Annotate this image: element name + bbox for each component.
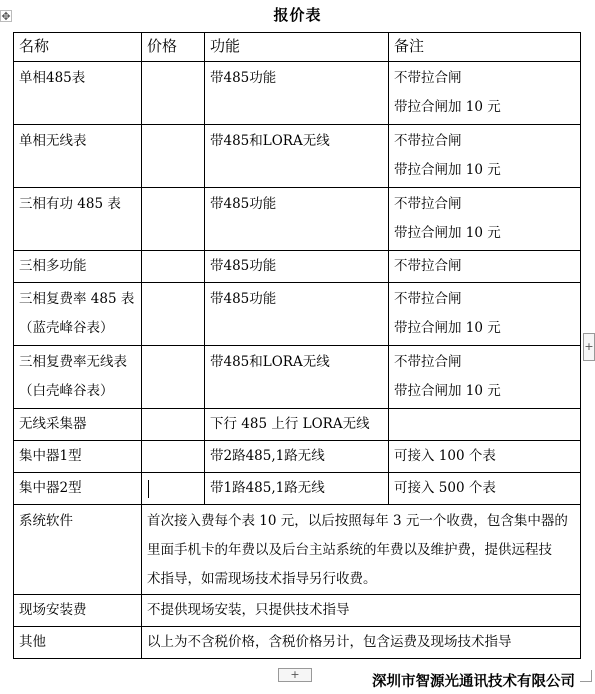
note-cell[interactable] (389, 251, 581, 283)
function-cell[interactable] (205, 62, 389, 125)
function-cell-text: 带485功能 (210, 291, 277, 307)
description-cell-text: 术指导，如需现场技术指导另行收费。 (147, 571, 377, 587)
product-name-cell[interactable]: 系统软件 (14, 505, 142, 595)
quote-table (13, 32, 581, 659)
function-cell[interactable] (205, 409, 389, 441)
function-cell-text: 带485和LORA无线 (210, 133, 330, 149)
product-name-cell[interactable] (14, 188, 142, 251)
price-cell[interactable] (142, 283, 205, 346)
table-row (14, 505, 581, 595)
note-cell-text: 带拉合闸加 10 元 (394, 225, 501, 241)
note-cell[interactable] (389, 409, 581, 441)
note-cell[interactable] (389, 283, 581, 346)
page-title: 报价表 (273, 6, 322, 24)
note-cell[interactable] (389, 441, 581, 473)
price-cell[interactable] (142, 473, 205, 505)
note-cell-text: 带拉合闸加 10 元 (394, 320, 501, 336)
header-name[interactable]: 名称 (14, 33, 142, 62)
table-row (14, 627, 581, 659)
function-cell-text: 带485功能 (210, 196, 277, 212)
product-name-cell[interactable] (14, 473, 142, 505)
note-cell-text: 带拉合闸加 10 元 (394, 162, 501, 178)
note-cell-text: 不带拉合闸 (394, 291, 462, 307)
product-name-cell[interactable] (14, 125, 142, 188)
description-cell-text: 首次接入费每个表 10 元，以后按照每年 3 元一个收费，包含集中器的 (147, 513, 568, 529)
product-name-cell[interactable] (14, 409, 142, 441)
text-cursor (148, 480, 149, 498)
function-cell[interactable] (205, 441, 389, 473)
function-cell-text: 带2路485,1路无线 (210, 448, 325, 464)
note-cell[interactable] (389, 62, 581, 125)
product-name-cell-text: 三相复费率 485 表 (19, 291, 135, 307)
product-name-cell-text: 单相无线表 (19, 133, 87, 149)
table-row (14, 283, 581, 346)
note-cell-text: 带拉合闸加 10 元 (394, 99, 501, 115)
add-column-icon[interactable]: + (583, 333, 595, 361)
add-row-icon[interactable]: + (278, 668, 312, 682)
description-cell-text: 不提供现场安装，只提供技术指导 (147, 602, 350, 618)
product-name-cell-text: （蓝壳峰谷表） (19, 320, 114, 336)
product-name-cell-text: 集中器1型 (19, 448, 82, 464)
function-cell[interactable] (205, 125, 389, 188)
table-header-row (14, 33, 581, 62)
description-cell[interactable] (142, 505, 581, 595)
header-note[interactable]: 备注 (389, 33, 581, 62)
note-cell-text: 不带拉合闸 (394, 70, 462, 86)
description-cell[interactable] (142, 595, 581, 627)
note-cell-text: 可接入 500 个表 (394, 480, 496, 496)
table-row (14, 251, 581, 283)
function-cell[interactable] (205, 473, 389, 505)
header-function[interactable]: 功能 (205, 33, 389, 62)
company-name: 深圳市智源光通讯技术有限公司 (372, 673, 575, 690)
table-row (14, 441, 581, 473)
product-name-cell-text: （白壳峰谷表） (19, 383, 114, 399)
note-cell-text: 不带拉合闸 (394, 258, 462, 274)
product-name-cell[interactable] (14, 62, 142, 125)
function-cell-text: 带485功能 (210, 70, 277, 86)
function-cell[interactable] (205, 188, 389, 251)
table-row (14, 595, 581, 627)
function-cell-text: 下行 485 上行 LORA无线 (210, 416, 370, 432)
price-cell[interactable] (142, 346, 205, 409)
header-price[interactable]: 价格 (142, 33, 205, 62)
product-name-cell-text: 无线采集器 (19, 416, 87, 432)
price-cell[interactable] (142, 188, 205, 251)
function-cell[interactable] (205, 283, 389, 346)
function-cell-text: 带1路485,1路无线 (210, 480, 325, 496)
move-table-icon[interactable]: ✥ (1, 10, 11, 23)
table-row (14, 188, 581, 251)
price-cell[interactable] (142, 62, 205, 125)
product-name-cell-text: 三相多功能 (19, 258, 87, 274)
product-name-cell-text: 单相485表 (19, 70, 86, 86)
product-name-cell[interactable] (14, 283, 142, 346)
resize-handle-icon[interactable] (580, 670, 592, 682)
product-name-cell[interactable]: 其他 (14, 627, 142, 659)
note-cell-text: 不带拉合闸 (394, 133, 462, 149)
table-row (14, 125, 581, 188)
product-name-cell[interactable] (14, 441, 142, 473)
function-cell-text: 带485和LORA无线 (210, 354, 330, 370)
note-cell-text: 不带拉合闸 (394, 354, 462, 370)
description-cell-text: 以上为不含税价格，含税价格另计，包含运费及现场技术指导 (147, 634, 512, 650)
table-row (14, 346, 581, 409)
table-row (14, 473, 581, 505)
function-cell-text: 带485功能 (210, 258, 277, 274)
note-cell-text: 带拉合闸加 10 元 (394, 383, 501, 399)
note-cell-text: 不带拉合闸 (394, 196, 462, 212)
note-cell-text: 可接入 100 个表 (394, 448, 496, 464)
price-cell[interactable] (142, 125, 205, 188)
product-name-cell[interactable] (14, 346, 142, 409)
function-cell[interactable] (205, 251, 389, 283)
price-cell[interactable] (142, 441, 205, 473)
note-cell[interactable] (389, 473, 581, 505)
description-cell-text: 里面手机卡的年费以及后台主站系统的年费以及维护费，提供远程技 (147, 542, 552, 558)
product-name-cell-text: 三相有功 485 表 (19, 196, 121, 212)
price-cell[interactable] (142, 409, 205, 441)
table-row (14, 62, 581, 125)
product-name-cell-text: 三相复费率无线表 (19, 354, 127, 370)
note-cell[interactable] (389, 346, 581, 409)
table-row (14, 409, 581, 441)
note-cell[interactable] (389, 188, 581, 251)
product-name-cell[interactable] (14, 251, 142, 283)
price-cell[interactable] (142, 251, 205, 283)
function-cell[interactable] (205, 346, 389, 409)
note-cell[interactable] (389, 125, 581, 188)
description-cell[interactable] (142, 627, 581, 659)
product-name-cell-text: 集中器2型 (19, 480, 82, 496)
product-name-cell[interactable]: 现场安装费 (14, 595, 142, 627)
